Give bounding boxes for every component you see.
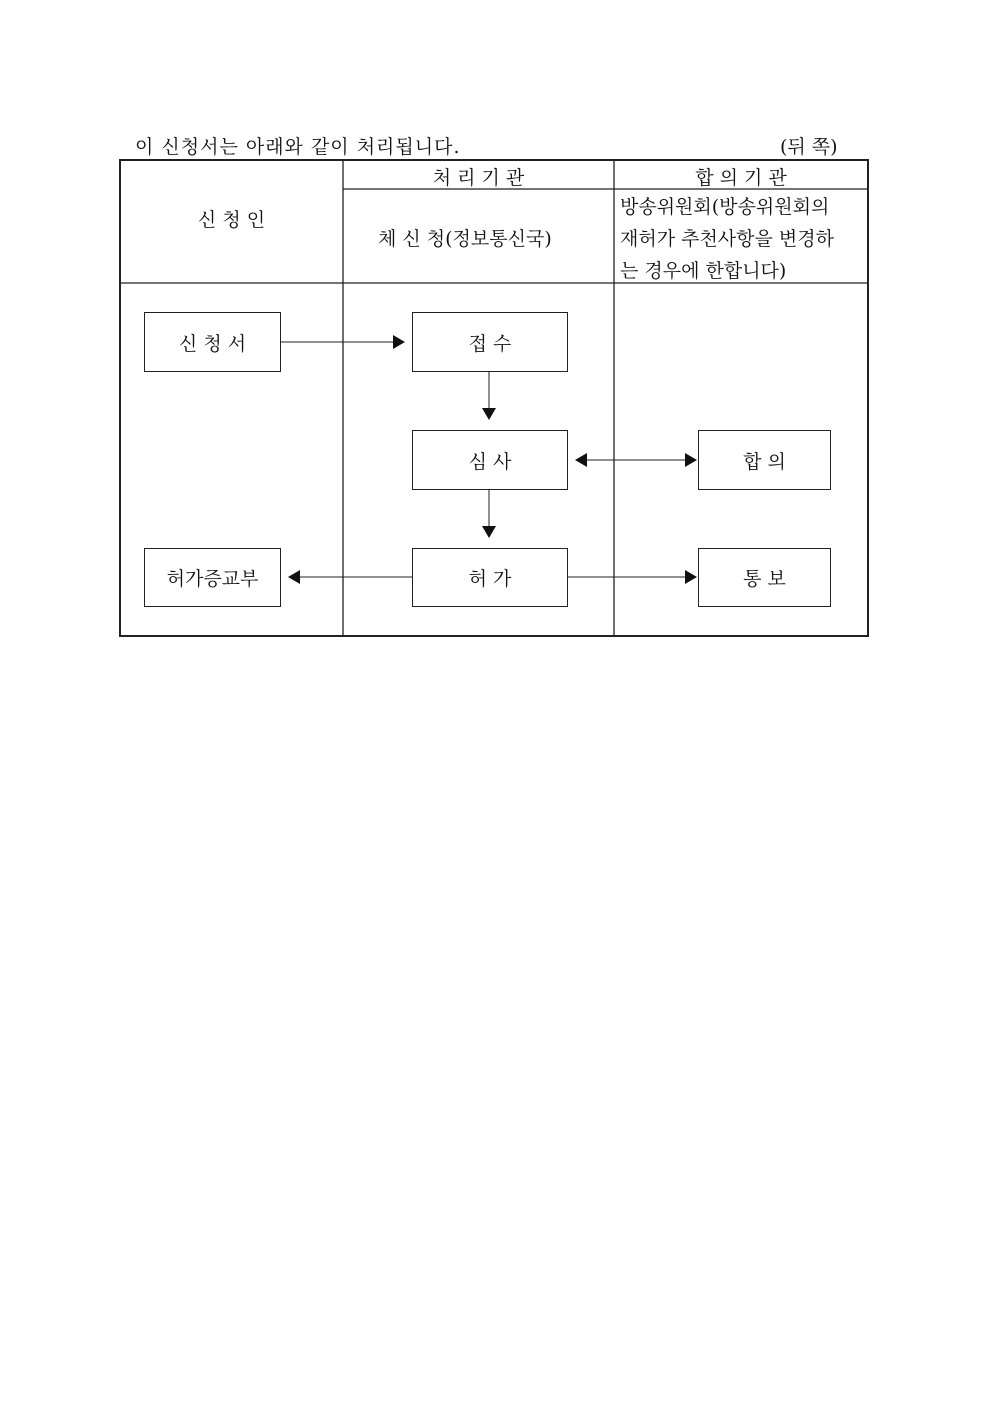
arrow-head-left [575, 453, 587, 467]
box-consultation: 합 의 [698, 430, 831, 490]
col-header-applicant: 신 청 인 [197, 209, 266, 231]
arrow-head-right [685, 453, 697, 467]
page-side-label: (뒤 쪽) [780, 136, 838, 158]
consult-org-line-2: 재허가 추천사항을 변경하 [620, 228, 834, 250]
arrow-head-down [482, 408, 496, 420]
col-header-processing: 처 리 기 관 [432, 167, 525, 189]
intro-text: 이 신청서는 아래와 같이 처리됩니다. [135, 136, 461, 158]
box-application: 신 청 서 [144, 312, 281, 372]
box-notification: 통 보 [698, 548, 831, 607]
consult-org-line-1: 방송위원회(방송위원회의 [620, 196, 830, 218]
arrow-head-right [393, 335, 405, 349]
box-license-issue: 허가증교부 [144, 548, 281, 607]
box-receipt: 접 수 [412, 312, 568, 372]
box-review: 심 사 [412, 430, 568, 490]
arrow-head-left [288, 570, 300, 584]
box-permit: 허 가 [412, 548, 568, 607]
consult-org-line-3: 는 경우에 한합니다) [620, 260, 787, 282]
arrow-head-down [482, 526, 496, 538]
col-header-consult: 합 의 기 관 [695, 167, 787, 189]
arrow-head-right [685, 570, 697, 584]
processing-org: 체 신 청(정보통신국) [378, 228, 552, 250]
